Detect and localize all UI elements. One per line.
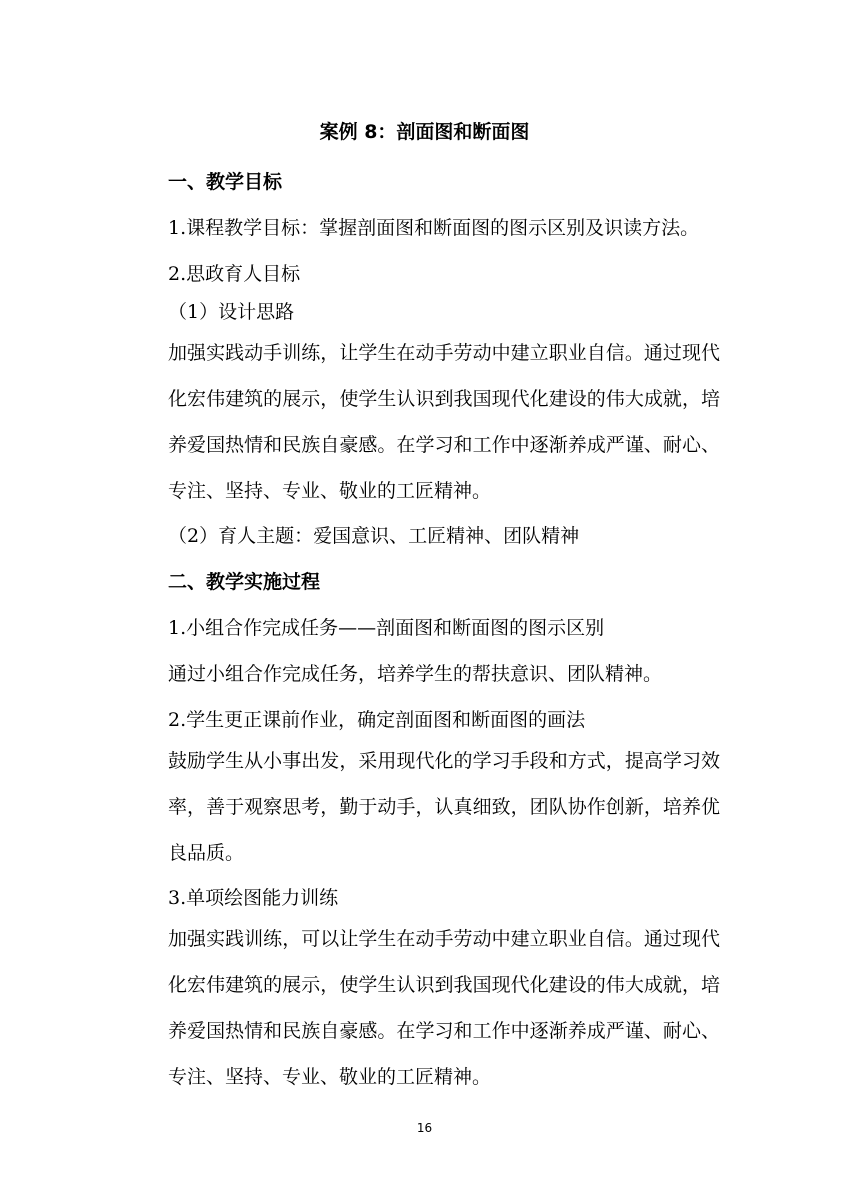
step1-label: 1.小组合作完成任务——剖面图和断面图的图示区别 — [168, 617, 605, 639]
page-title: 案例 8：剖面图和断面图 — [319, 121, 530, 143]
design-idea-paragraph — [168, 330, 720, 514]
section-heading-teaching-goals: 一、教学目标 — [168, 171, 283, 193]
ideology-goal-item: 2.思政育人目标 — [168, 263, 301, 285]
design-idea-text: 加强实践动手训练，让学生在动手劳动中建立职业自信。通过现代化宏伟建筑的展示，使学生认识到我国现代化建设的伟大成就，培养爱国热情和民族自豪感。在学习和工作中逐渐养成严谨、耐心、专注、坚持、专业、敬业的工匠精神。 — [168, 342, 720, 502]
step3-text: 加强实践训练，可以让学生在动手劳动中建立职业自信。通过现代化宏伟建筑的展示，使学生认识到我国现代化建设的伟大成就，培养爱国热情和民族自豪感。在学习和工作中逐渐养成严谨、耐心、专注、坚持、专业、敬业的工匠精神。 — [168, 928, 720, 1088]
step2-text: 鼓励学生从小事出发，采用现代化的学习手段和方式，提高学习效率，善于观察思考，勤于动手，认真细致，团队协作创新，培养优良品质。 — [168, 750, 720, 864]
education-theme-label: （2）育人主题：爱国意识、工匠精神、团队精神 — [168, 525, 580, 547]
section-heading-implementation: 二、教学实施过程 — [168, 571, 321, 593]
design-idea-label: （1）设计思路 — [168, 301, 295, 323]
step2-paragraph — [168, 738, 720, 876]
step3-paragraph — [168, 916, 720, 1100]
page-number: 16 — [416, 1121, 433, 1135]
step2-label: 2.学生更正课前作业，确定剖面图和断面图的画法 — [168, 709, 586, 731]
step1-text: 通过小组合作完成任务，培养学生的帮扶意识、团队精神。 — [168, 663, 663, 685]
step3-label: 3.单项绘图能力训练 — [168, 887, 339, 909]
course-goal-item: 1.课程教学目标：掌握剖面图和断面图的图示区别及识读方法。 — [168, 217, 700, 239]
